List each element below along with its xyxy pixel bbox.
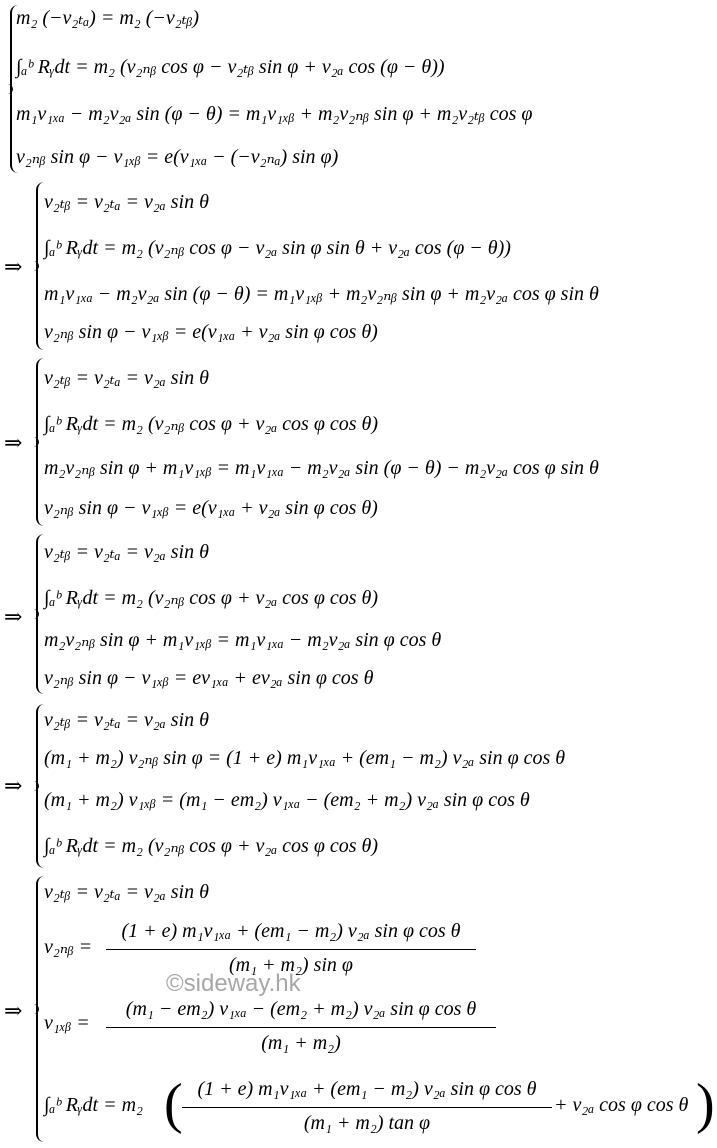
equation-line: v₂ₙᵦ sin φ − v₁ₓᵦ = e(v₁ₓₐ − (−v₂ₙₐ) sin φ) bbox=[16, 146, 339, 168]
equation-line: ∫ₐᵇ Rᵧdt = m₂ (v₂ₙᵦ cos φ − v₂ₜᵦ sin φ + v₂ₐ cos (φ − θ)) bbox=[16, 56, 445, 78]
fraction-bar bbox=[106, 949, 476, 950]
equation-line: ∫ₐᵇ Rᵧdt = m₂ (v₂ₙᵦ cos φ + v₂ₐ cos φ cos θ) bbox=[44, 587, 379, 609]
fraction-bar bbox=[106, 1027, 496, 1028]
equation-line: ∫ₐᵇ Rᵧdt = m₂ (v₂ₙᵦ cos φ + v₂ₐ cos φ cos θ) bbox=[44, 835, 379, 857]
left-brace bbox=[36, 534, 44, 694]
left-brace bbox=[36, 182, 44, 350]
fraction-numerator: (m₁ − em₂) v₁ₓₐ − (em₂ + m₂) v₂ₐ sin φ cos θ bbox=[125, 998, 477, 1020]
equation-line: v₂ₜᵦ = v₂ₜₐ = v₂ₐ sin θ bbox=[44, 709, 209, 731]
equation-line: ∫ₐᵇ Rᵧdt = m₂ (v₂ₙᵦ cos φ + v₂ₐ cos φ cos θ) bbox=[44, 413, 379, 435]
fraction-equation-v1xb bbox=[44, 994, 504, 1058]
fraction-label: v₁ₓᵦ = bbox=[44, 1012, 90, 1034]
fraction-label: ∫ₐᵇ Rᵧdt = m₂ bbox=[44, 1094, 143, 1116]
fraction-denominator: (m₁ + m₂) tan φ bbox=[303, 1112, 431, 1134]
fraction-bar bbox=[182, 1107, 552, 1108]
equation-line: v₂ₙᵦ sin φ − v₁ₓᵦ = ev₁ₓₐ + ev₂ₐ sin φ cos θ bbox=[44, 667, 374, 689]
fraction-denominator: (m₁ + m₂) bbox=[261, 1032, 341, 1054]
equation-line: m₁v₁ₓₐ − m₂v₂ₐ sin (φ − θ) = m₁v₁ₓᵦ + m₂v₂ₙᵦ sin φ + m₂v₂ₜᵦ cos φ bbox=[16, 103, 533, 125]
equation-line: (m₁ + m₂) v₁ₓᵦ = (m₁ − em₂) v₁ₓₐ − (em₂ + m₂) v₂ₐ sin φ cos θ bbox=[44, 789, 530, 811]
fraction-numerator: (1 + e) m₁v₁ₓₐ + (em₁ − m₂) v₂ₐ sin φ cos θ bbox=[121, 920, 461, 942]
left-brace bbox=[36, 876, 44, 1142]
equation-line: (m₁ + m₂) v₂ₙᵦ sin φ = (1 + e) m₁v₁ₓₐ + (em₁ − m₂) v₂ₐ sin φ cos θ bbox=[44, 747, 566, 769]
equation-line: v₂ₜᵦ = v₂ₜₐ = v₂ₐ sin θ bbox=[44, 541, 209, 563]
implies-symbol: ⇒ bbox=[4, 773, 23, 798]
left-brace bbox=[36, 358, 44, 526]
equation-line: v₂ₜᵦ = v₂ₜₐ = v₂ₐ sin θ bbox=[44, 367, 209, 389]
watermark: ©sideway.hk bbox=[166, 970, 301, 997]
implies-symbol: ⇒ bbox=[4, 254, 23, 279]
left-brace bbox=[36, 704, 44, 868]
implies-symbol: ⇒ bbox=[4, 430, 23, 455]
equation-line: m₂v₂ₙᵦ sin φ + m₁v₁ₓᵦ = m₁v₁ₓₐ − m₂v₂ₐ sin (φ − θ) − m₂v₂ₐ cos φ sin θ bbox=[44, 457, 599, 479]
equation-line: v₂ₜᵦ = v₂ₜₐ = v₂ₐ sin θ bbox=[44, 881, 209, 903]
fraction-tail: + v₂ₐ cos φ cos θ bbox=[554, 1094, 689, 1116]
implies-symbol: ⇒ bbox=[4, 998, 23, 1023]
fraction-denominator: (m₁ + m₂) sin φ bbox=[228, 954, 353, 976]
fraction-numerator: (1 + e) m₁v₁ₓₐ + (em₁ − m₂) v₂ₐ sin φ cos θ bbox=[197, 1078, 537, 1100]
equation-line: m₂ (−v₂ₜₐ) = m₂ (−v₂ₜᵦ) bbox=[16, 7, 199, 29]
fraction-label: v₂ₙᵦ = bbox=[44, 936, 93, 958]
right-paren: ) bbox=[696, 1073, 715, 1135]
equation-line: v₂ₜᵦ = v₂ₜₐ = v₂ₐ sin θ bbox=[44, 191, 209, 213]
equation-line: m₂v₂ₙᵦ sin φ + m₁v₁ₓᵦ = m₁v₁ₓₐ − m₂v₂ₐ sin φ cos θ bbox=[44, 629, 442, 651]
equation-line: v₂ₙᵦ sin φ − v₁ₓᵦ = e(v₁ₓₐ + v₂ₐ sin φ cos θ) bbox=[44, 497, 378, 519]
fraction-equation-impulse bbox=[44, 1072, 715, 1142]
equation-line: m₁v₁ₓₐ − m₂v₂ₐ sin (φ − θ) = m₁v₁ₓᵦ + m₂v₂ₙᵦ sin φ + m₂v₂ₐ cos φ sin θ bbox=[44, 283, 599, 305]
equation-line: v₂ₙᵦ sin φ − v₁ₓᵦ = e(v₁ₓₐ + v₂ₐ sin φ cos θ) bbox=[44, 321, 378, 343]
left-paren: ( bbox=[164, 1073, 183, 1135]
implies-symbol: ⇒ bbox=[4, 604, 23, 629]
equation-line: ∫ₐᵇ Rᵧdt = m₂ (v₂ₙᵦ cos φ − v₂ₐ sin φ sin θ + v₂ₐ cos (φ − θ)) bbox=[44, 237, 511, 259]
